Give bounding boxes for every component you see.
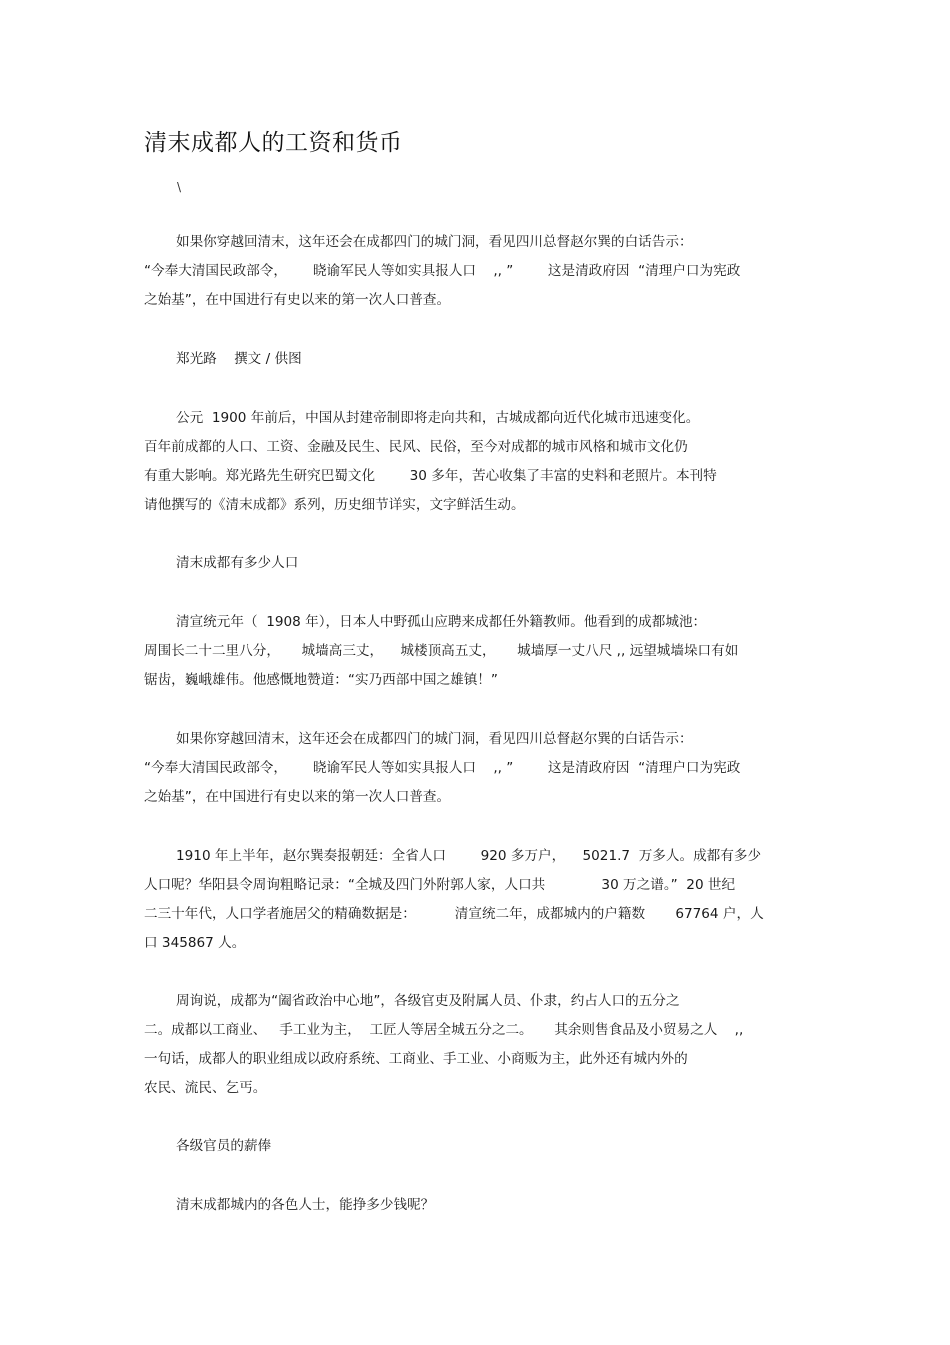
paragraph-line: 人口呢？华阳县令周询粗略记录：“全城及四门外附郭人家，人口共 30 万之谱。” 20 世纪 bbox=[144, 877, 736, 893]
paragraph-line: 农民、流民、乞丐。 bbox=[144, 1080, 267, 1096]
paragraph-line: 周询说，成都为“阖省政治中心地”，各级官吏及附属人员、仆隶，约占人口的五分之 bbox=[176, 993, 680, 1009]
paragraph-line: 周围长二十二里八分， 城墙高三丈， 城楼顶高五丈， 城墙厚一丈八尺 ,, 远望城墙垛口有如 bbox=[144, 643, 739, 659]
paragraph-line: 百年前成都的人口、工资、金融及民生、民风、民俗，至今对成都的城市风格和城市文化仍 bbox=[144, 439, 688, 455]
paragraph-line: 1910 年上半年，赵尔巽奏报朝廷：全省人口 920 多万户， 5021.7 万多人。成都有多少 bbox=[176, 848, 762, 864]
paragraph-line: 二。成都以工商业、 手工业为主， 工匠人等居全城五分之二。 其余则售食品及小贸易之人 ,, bbox=[144, 1022, 744, 1038]
paragraph-line: 有重大影响。郑光路先生研究巴蜀文化 30 多年，苦心收集了丰富的史料和老照片。本刊特 bbox=[144, 468, 717, 484]
article-title: 清末成都人的工资和货币 bbox=[144, 130, 403, 156]
paragraph-line: “今奉大清国民政部令， 晓谕军民人等如实具报人口 ,, ” 这是清政府因 “清理户口为宪政 bbox=[144, 263, 741, 279]
paragraph-line: 之始基”，在中国进行有史以来的第一次人口普查。 bbox=[144, 789, 451, 805]
paragraph-line: 如果你穿越回清末，这年还会在成都四门的城门洞，看见四川总督赵尔巽的白话告示： bbox=[176, 234, 693, 250]
paragraph-line: “今奉大清国民政部令， 晓谕军民人等如实具报人口 ,, ” 这是清政府因 “清理户口为宪政 bbox=[144, 760, 741, 776]
paragraph-line: 清末成都城内的各色人士，能挣多少钱呢？ bbox=[176, 1197, 435, 1213]
paragraph-line: 如果你穿越回清末，这年还会在成都四门的城门洞，看见四川总督赵尔巽的白话告示： bbox=[176, 731, 693, 747]
paragraph-line: 清宣统元年（ 1908 年），日本人中野孤山应聘来成都任外籍教师。他看到的成都城池： bbox=[176, 614, 707, 630]
paragraph-line: 一句话，成都人的职业组成以政府系统、工商业、手工业、小商贩为主，此外还有城内外的 bbox=[144, 1051, 688, 1067]
paragraph-line: 二三十年代，人口学者施居父的精确数据是： 清宣统二年，成都城内的户籍数 67764 户，人 bbox=[144, 906, 764, 922]
paragraph-line: 请他撰写的《清末成都》系列，历史细节详实，文字鲜活生动。 bbox=[144, 497, 525, 513]
section-heading: 各级官员的薪俸 bbox=[176, 1138, 272, 1154]
section-heading: 清末成都有多少人口 bbox=[176, 555, 299, 571]
paragraph-line: 之始基”，在中国进行有史以来的第一次人口普查。 bbox=[144, 292, 451, 308]
paragraph-line: 公元 1900 年前后，中国从封建帝制即将走向共和，古城成都向近代化城市迅速变化。 bbox=[176, 410, 700, 426]
byline: 郑光路 撰文 / 供图 bbox=[176, 351, 302, 367]
paragraph-line: 锯齿，巍峨雄伟。他感慨地赞道：“实乃西部中国之雄镇！” bbox=[144, 672, 498, 688]
section-marker: \ bbox=[177, 180, 182, 194]
paragraph-line: 口 345867 人。 bbox=[144, 935, 246, 951]
